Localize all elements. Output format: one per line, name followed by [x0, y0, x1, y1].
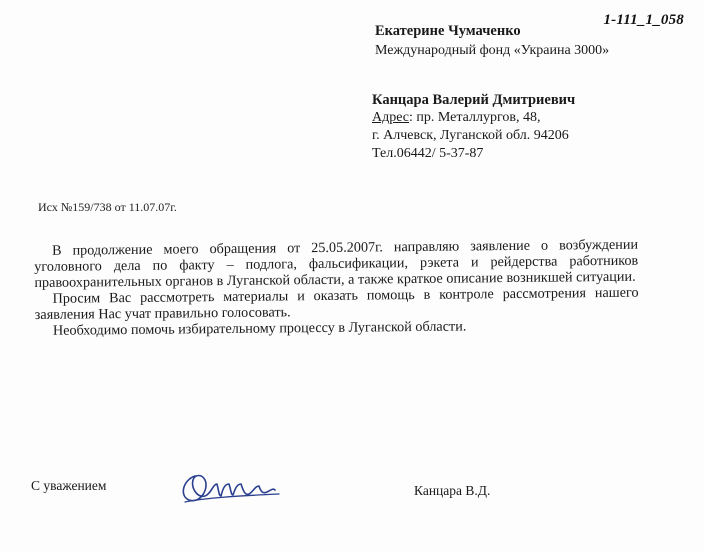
signer-name: Канцара В.Д.: [414, 483, 491, 498]
paragraph-2: Просим Вас рассмотреть материалы и оказать помощь в контроле рассмотрения нашего заявления Нас учат правильно голосовать.: [34, 284, 639, 323]
paragraph-3: Необходимо помочь избирательному процессу в Луганской области.: [52, 318, 467, 339]
sender-address-line-2: г. Алчевск, Луганской обл. 94206: [372, 128, 569, 143]
paragraph-1: В продолжение моего обращения от 25.05.2007г. направляю заявление о возбуждении уголовного дела по факту – подлога, фальсификации, рэкета и рейдерства работников правоохранительных органов в Луганской области, а также краткое описание возникшей ситуации.: [34, 236, 639, 291]
document-id: 1-111_1_058: [603, 12, 684, 28]
sender-phone: Тел.06442/ 5-37-87: [372, 146, 484, 161]
address-label: Адрес: [372, 110, 410, 125]
letter-body: [34, 237, 639, 339]
sender-name: Канцара Валерий Дмитриевич: [372, 92, 576, 108]
address-line-1-text: : пр. Металлургов, 48,: [409, 110, 541, 125]
recipient-name: Екатерине Чумаченко: [375, 23, 521, 39]
handwritten-signature: [175, 462, 295, 510]
outgoing-reference: Исх №159/738 от 11.07.07г.: [38, 200, 177, 214]
sender-address-line-1: [372, 109, 575, 127]
closing-phrase: С уважением: [31, 478, 107, 493]
recipient-block: [375, 22, 609, 60]
recipient-organization: Международный фонд «Украина 3000»: [375, 43, 610, 58]
sender-block: [372, 91, 575, 163]
